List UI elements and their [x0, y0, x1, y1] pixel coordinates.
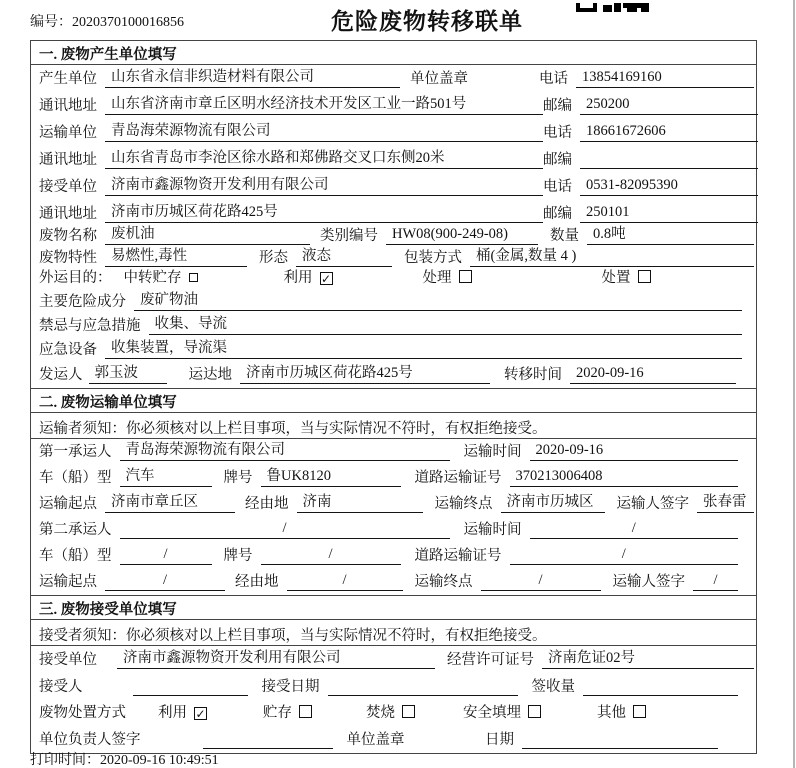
date2-label: 日期 [485, 732, 514, 748]
hazard-value: 废矿物油 [134, 288, 742, 311]
transfer-time-value: 2020-09-16 [570, 365, 736, 384]
serial-value: 2020370100016856 [72, 15, 184, 30]
row-carrier1 [31, 439, 756, 465]
transporter-label: 运输单位 [39, 125, 97, 141]
packing-label: 包装方式 [404, 250, 462, 266]
transporter-addr-value: 山东省青岛市李沧区徐水路和郑佛路交叉口东侧20米 [105, 146, 543, 169]
via2-label: 经由地 [235, 574, 279, 590]
transporter-zip-label: 邮编 [543, 152, 572, 168]
disposal-option-other [597, 701, 646, 722]
equipment-value: 收集装置，导流渠 [105, 336, 742, 359]
receiver-seal-label: 单位盖章 [346, 732, 405, 748]
row-transporter [31, 119, 756, 146]
accept-unit-label: 接受单位 [39, 652, 97, 668]
row-route2 [31, 569, 756, 595]
origin1-label: 运输起点 [39, 496, 97, 512]
purpose-option-utilize [284, 266, 333, 287]
section-receiver-title: 三. 废物接受单位填写 [31, 596, 756, 620]
sign1-value: 张春雷 [697, 490, 754, 513]
producer-phone-value: 13854169160 [576, 69, 754, 88]
row-producer-address [31, 92, 756, 119]
sign2-value: / [693, 572, 738, 591]
form-value: 液态 [296, 244, 392, 267]
disposal-option-store [263, 701, 312, 722]
plate1-value: 鲁UK8120 [261, 464, 401, 487]
purpose-option-label: 处理 [422, 270, 452, 286]
end1-value: 济南市历城区 [501, 490, 605, 513]
character-label: 废物特性 [39, 250, 97, 266]
row-vehicle2 [31, 543, 756, 569]
checkbox-utilize-checked: ✓ [320, 272, 332, 286]
quantity-value: 0.8吨 [587, 222, 754, 245]
plate2-label: 牌号 [223, 548, 253, 564]
time2-value: / [530, 520, 739, 539]
section-producer-title: 一. 废物产生单位填写 [31, 41, 756, 65]
row-equipment [31, 339, 756, 363]
purpose-option-transfer-storage [124, 266, 198, 287]
origin2-label: 运输起点 [39, 574, 97, 590]
disposal-label: 废物处置方式 [39, 705, 126, 721]
producer-value: 山东省永信非织造材料有限公司 [105, 65, 400, 88]
purpose-option-dispose [602, 266, 651, 287]
row-producer [31, 65, 756, 92]
end1-label: 运输终点 [434, 496, 493, 512]
plate1-label: 牌号 [223, 470, 253, 486]
sign2-label: 运输人签字 [612, 574, 685, 590]
producer-phone-label: 电话 [539, 71, 568, 87]
purpose-option-label: 利用 [283, 270, 313, 286]
vehicle1-value: 汽车 [120, 464, 212, 487]
waste-name-label: 废物名称 [39, 228, 97, 244]
origin1-value: 济南市章丘区 [105, 490, 235, 513]
via1-label: 经由地 [245, 496, 289, 512]
accept-person-label: 接受人 [39, 679, 83, 695]
checkbox-disposal-landfill [528, 705, 541, 718]
category-value: HW08(900-249-08) [386, 226, 538, 245]
purpose-option-treat [423, 266, 472, 287]
row-route1 [31, 491, 756, 517]
qr-code-icon [576, 0, 656, 17]
receiver-phone-value: 0531-82095390 [580, 177, 758, 196]
carrier1-value: 青岛海荣源物流有限公司 [120, 438, 450, 461]
amount-label: 签收量 [531, 679, 575, 695]
transporter-phone-value: 18661672606 [580, 123, 758, 142]
purpose-label: 外运目的： [39, 270, 112, 286]
transporter-addr-label: 通讯地址 [39, 152, 97, 168]
section-transport-title: 二. 废物运输单位填写 [31, 389, 756, 413]
row-carrier2 [31, 517, 756, 543]
date2-value [522, 731, 718, 749]
packing-value: 桶(金属,数量 4 ) [470, 244, 754, 267]
checkbox-transfer-storage [189, 273, 198, 282]
origin2-value: / [105, 572, 225, 591]
transporter-zip-value [580, 151, 758, 169]
receiver-notice: 接受者须知：你必须核对以上栏目事项，当与实际情况不符时，有权拒绝接受。 [31, 620, 756, 646]
transport-notice: 运输者须知：你必须核对以上栏目事项，当与实际情况不符时，有权拒绝接受。 [31, 413, 756, 439]
carrier2-value: / [120, 520, 450, 539]
carrier2-label: 第二承运人 [39, 522, 112, 538]
print-time-value: 2020-09-16 10:49:51 [100, 753, 219, 768]
via2-value: / [287, 572, 403, 591]
time1-label: 运输时间 [463, 444, 522, 460]
checkbox-treat [459, 270, 472, 283]
receiver-zip-label: 邮编 [543, 206, 572, 222]
equipment-label: 应急设备 [39, 342, 97, 358]
disposal-option-landfill [463, 701, 541, 722]
license1-value: 370213006408 [510, 468, 739, 487]
carrier1-label: 第一承运人 [39, 444, 112, 460]
producer-zip-value: 250200 [580, 96, 758, 115]
sign1-label: 运输人签字 [616, 496, 689, 512]
producer-zip-label: 邮编 [543, 98, 572, 114]
receiver-value: 济南市鑫源物资开发利用有限公司 [105, 173, 543, 196]
transporter-value: 青岛海荣源物流有限公司 [105, 119, 543, 142]
license2-value: / [510, 546, 739, 565]
end2-value: / [481, 572, 601, 591]
row-shipper [31, 363, 756, 388]
amount-value [583, 678, 738, 696]
checkbox-disposal-incinerate [402, 705, 415, 718]
purpose-option-label: 中转贮存 [123, 270, 182, 286]
serial-number-line [30, 11, 184, 31]
quantity-label: 数量 [550, 228, 579, 244]
transfer-time-label: 转移时间 [504, 367, 562, 383]
row-disposal [31, 700, 756, 726]
receiver-phone-label: 电话 [543, 179, 572, 195]
form-label: 形态 [259, 250, 288, 266]
shipper-value: 郭玉波 [89, 361, 167, 384]
row-accept-unit [31, 646, 756, 673]
category-label: 类别编号 [320, 228, 378, 244]
checkbox-disposal-other [633, 705, 646, 718]
row-accept-person [31, 673, 756, 700]
section-transport [31, 388, 756, 595]
disposal-option-label: 其他 [597, 705, 626, 721]
taboo-value: 收集、导流 [149, 312, 743, 335]
manifest-form [30, 40, 757, 754]
accept-date-label: 接受日期 [261, 679, 320, 695]
shipper-label: 发运人 [39, 367, 83, 383]
vehicle1-label: 车（船）型 [39, 470, 112, 486]
permit-value: 济南危证02号 [542, 646, 754, 669]
character-value: 易燃性,毒性 [105, 244, 247, 267]
producer-addr-label: 通讯地址 [39, 98, 97, 114]
section-producer [31, 41, 756, 388]
vehicle2-label: 车（船）型 [39, 548, 112, 564]
disposal-option-label: 利用 [158, 705, 187, 721]
producer-seal-label: 单位盖章 [410, 71, 468, 87]
page-right-edge [793, 0, 795, 768]
disposal-option-label: 安全填埋 [463, 705, 521, 721]
section-receiver [31, 595, 756, 753]
checkbox-disposal-store [299, 705, 312, 718]
accept-date-value [328, 678, 518, 696]
time1-value: 2020-09-16 [530, 442, 739, 461]
accept-unit-value: 济南市鑫源物资开发利用有限公司 [117, 646, 435, 669]
checkbox-dispose [638, 270, 651, 283]
row-vehicle1 [31, 465, 756, 491]
taboo-label: 禁忌与应急措施 [39, 318, 141, 334]
serial-label: 编号： [30, 15, 72, 30]
disposal-option-label: 贮存 [263, 705, 292, 721]
time2-label: 运输时间 [463, 522, 522, 538]
accept-person-value [133, 678, 248, 696]
print-time-label: 打印时间： [30, 753, 100, 768]
hazard-label: 主要危险成分 [39, 294, 126, 310]
producer-addr-value: 山东省济南市章丘区明水经济技术开发区工业一路501号 [105, 92, 543, 115]
transporter-phone-label: 电话 [543, 125, 572, 141]
disposal-option-incinerate [366, 701, 415, 722]
dest-label: 运达地 [188, 367, 232, 383]
receiver-addr-value: 济南市历城区荷花路425号 [105, 200, 543, 223]
receiver-label: 接受单位 [39, 179, 97, 195]
disposal-option-utilize [158, 701, 207, 722]
disposal-option-label: 焚烧 [366, 705, 395, 721]
print-time-line [30, 749, 219, 768]
waste-name-value: 废机油 [105, 222, 310, 245]
plate2-value: / [261, 546, 401, 565]
license1-label: 道路运输证号 [414, 470, 502, 486]
producer-label: 产生单位 [39, 71, 97, 87]
checkbox-disposal-utilize-checked: ✓ [195, 707, 206, 721]
purpose-option-label: 处置 [601, 270, 631, 286]
permit-label: 经营许可证号 [447, 652, 534, 668]
receiver-addr-label: 通讯地址 [39, 206, 97, 222]
via1-value: 济南 [297, 490, 423, 513]
receiver-zip-value: 250101 [580, 204, 758, 223]
row-receiver [31, 173, 756, 200]
license2-label: 道路运输证号 [414, 548, 502, 564]
page-title: 危险废物转移联单 [331, 9, 523, 34]
head-sign-label: 单位负责人签字 [39, 732, 141, 748]
dest-value: 济南市历城区荷花路425号 [240, 361, 490, 384]
end2-label: 运输终点 [414, 574, 473, 590]
head-sign-value [203, 731, 333, 749]
vehicle2-value: / [120, 546, 212, 565]
row-transporter-address [31, 146, 756, 173]
